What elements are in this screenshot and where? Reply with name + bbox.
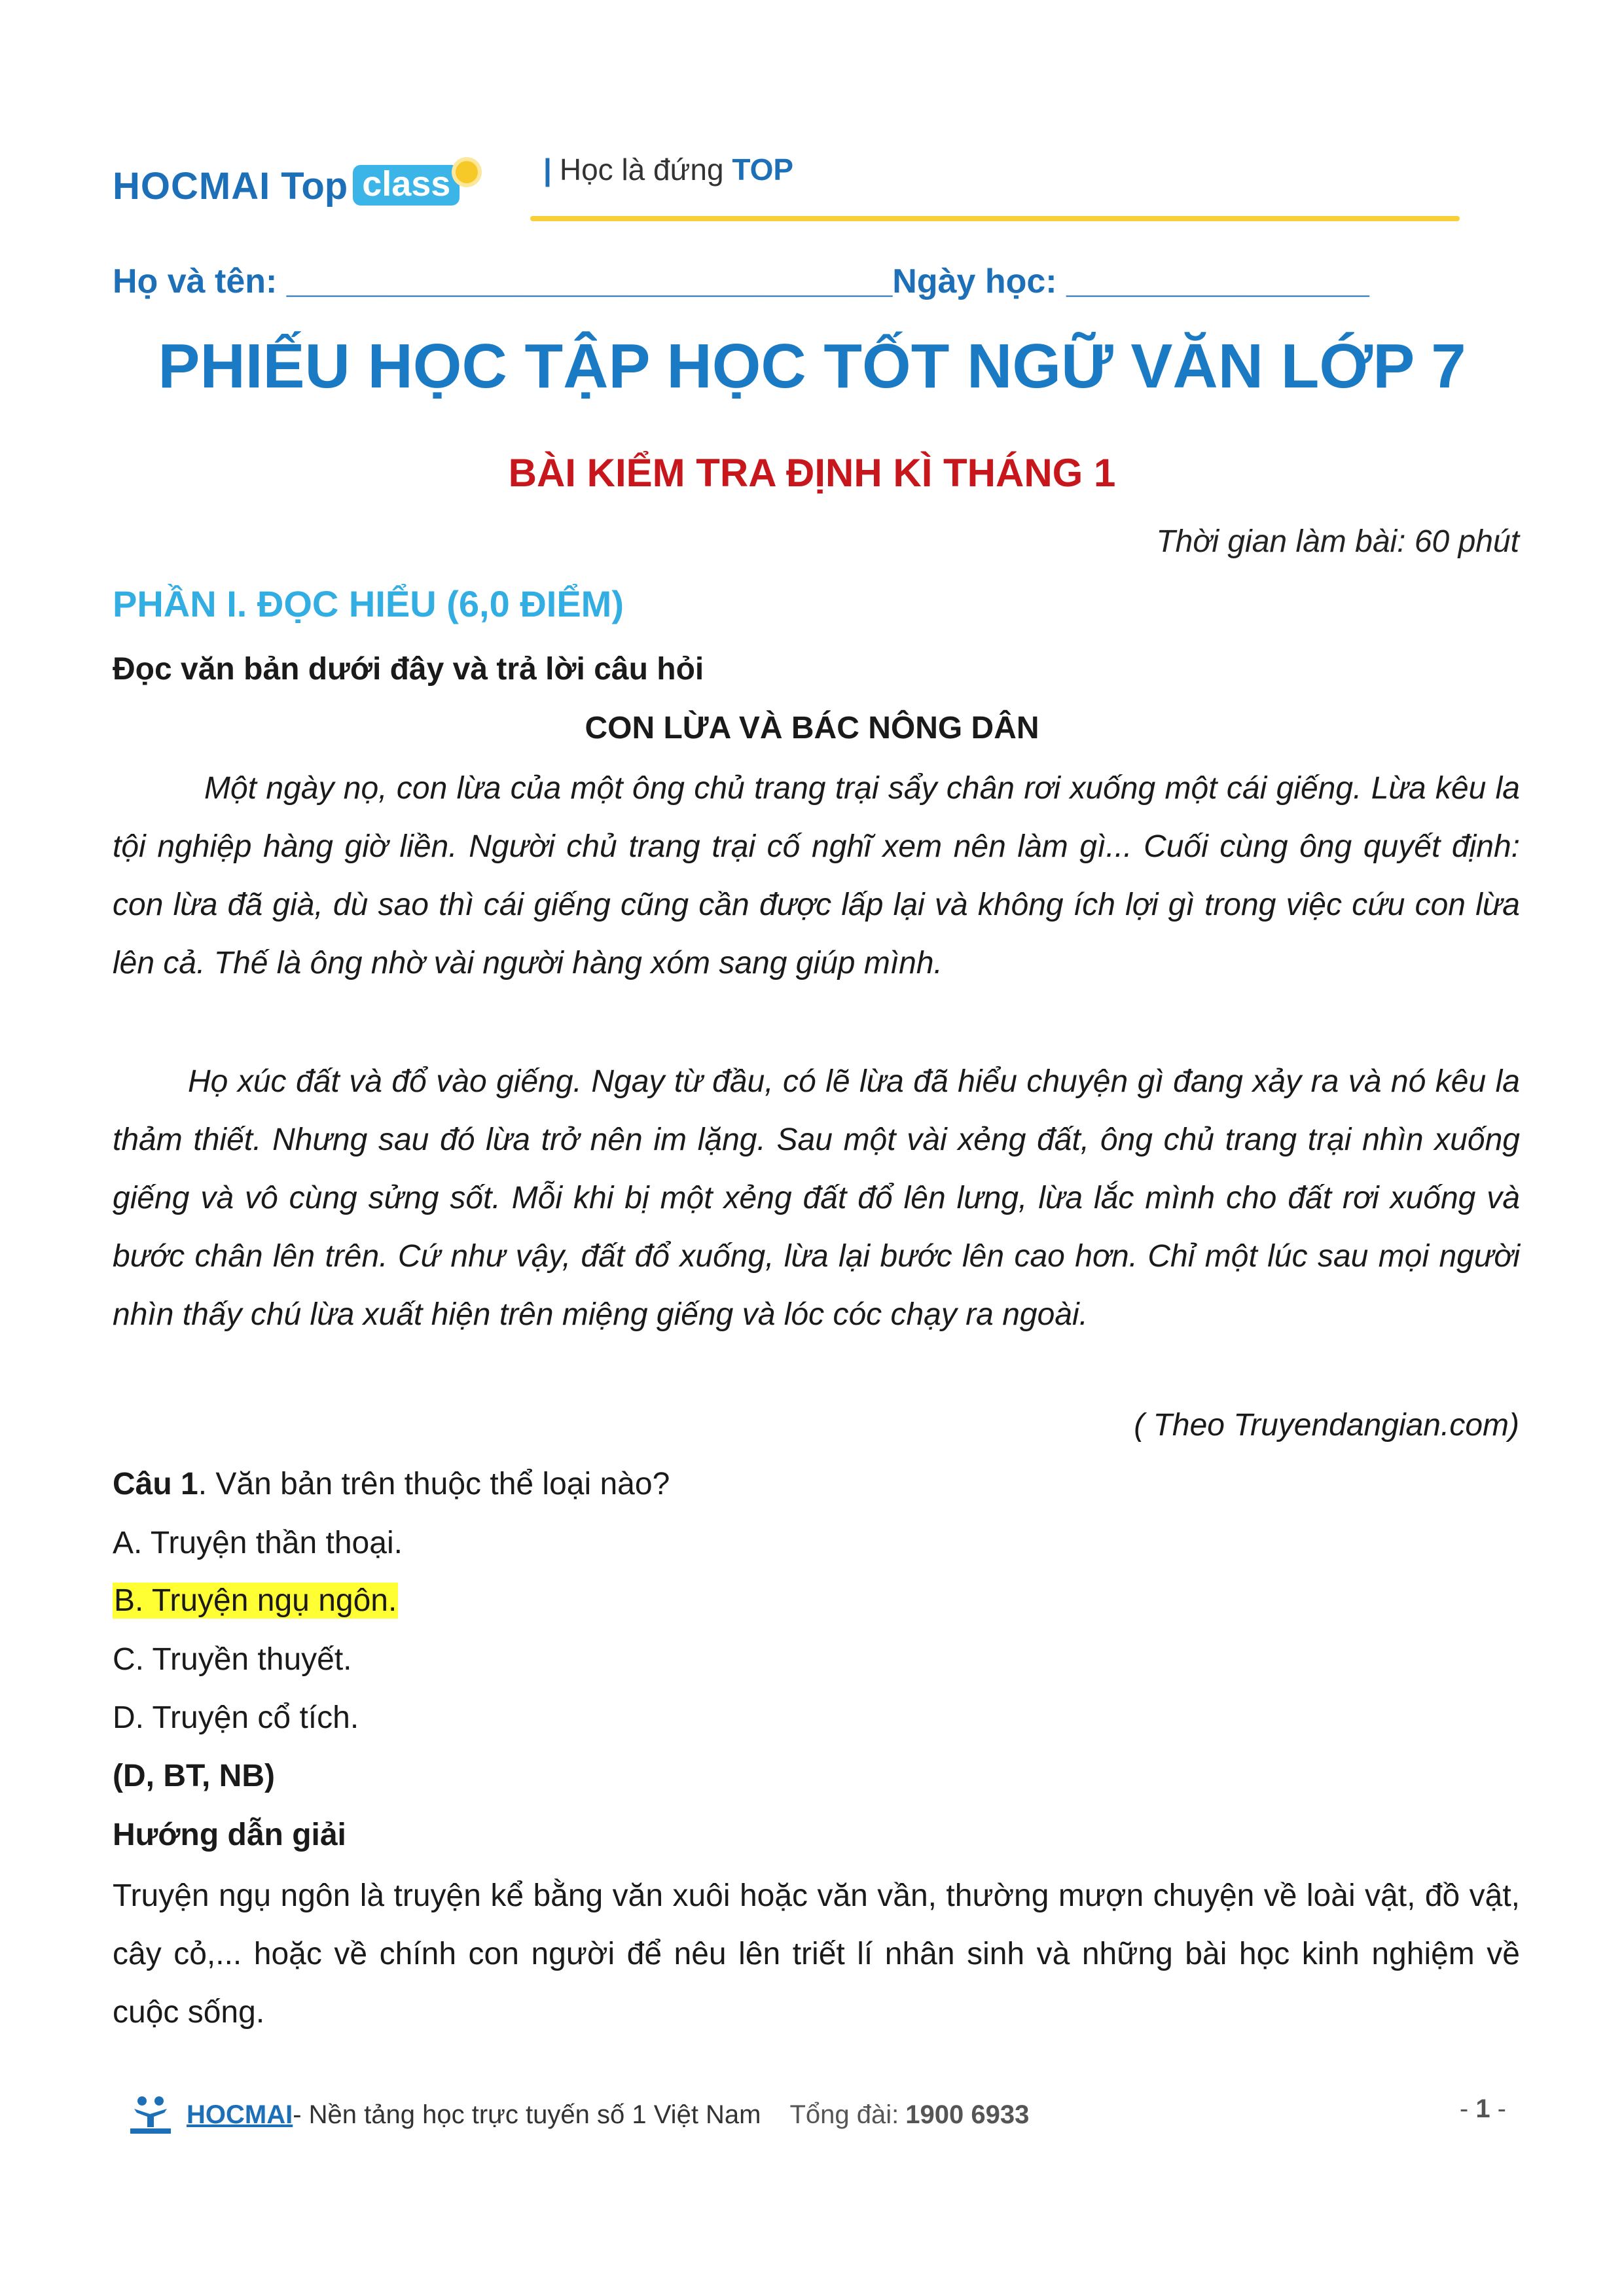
page-number: - 1 -	[1459, 2094, 1506, 2123]
footer-brand-link[interactable]: HOCMAI	[187, 2100, 293, 2129]
option-a: A. Truyện thần thoại.	[113, 1526, 403, 1560]
logo-brand: HOCMAI	[113, 165, 271, 207]
footer-phone-label: Tổng đài:	[789, 2100, 899, 2129]
slogan-text: Học là đứng	[559, 152, 724, 187]
story-paragraph-2: Họ xúc đất và đổ vào giếng. Ngay từ đầu, có lẽ lừa đã hiểu chuyện gì đang xảy ra và nó kêu la thảm thiết. Nhưng sau đó lừa trở nên im lặng. Sau một vài xẻng đất, ông chủ trang trại nhìn xuống giếng và vô cùng sửng sốt. Mỗi khi bị một xẻng đất đổ lên lưng, lừa lắc mình cho đất rơi xuống và bước chân lên trên. Cứ như vậy, đất đổ xuống, lừa lại bước lên cao hơn. Chỉ một lúc sau mọi người nhìn thấy chú lừa xuất hiện trên miệng giếng và lóc cóc chạy ra ngoài.	[113, 1064, 1520, 1332]
slogan-bar: |	[543, 152, 552, 187]
option-d: D. Truyện cổ tích.	[113, 1700, 359, 1735]
story-title: CON LỪA VÀ BÁC NÔNG DÂN	[585, 711, 1039, 745]
footer-phone: 1900 6933	[905, 2100, 1030, 2129]
page-number-value: 1	[1475, 2094, 1490, 2123]
story-paragraph-1: Một ngày nọ, con lừa của một ông chủ trang trại sẩy chân rơi xuống một cái giếng. Lừa kêu la tội nghiệp hàng giờ liền. Người chủ trang trại cố nghĩ xem nên làm gì... Cuối cùng ông quyết định: con lừa đã già, dù sao thì cái giếng cũng cần được lấp lại và không ích lợi gì trong việc cứu con lừa lên cả. Thế là ông nhờ vài người hàng xóm sang giúp mình.	[113, 771, 1520, 980]
story-source: ( Theo Truyendangian.com)	[1134, 1408, 1519, 1443]
slogan	[543, 152, 793, 187]
time-limit: Thời gian làm bài: 60 phút	[1156, 524, 1519, 559]
question-label: Câu 1	[113, 1467, 198, 1501]
hocmai-topclass-logo	[113, 147, 460, 206]
name-date-line: Họ và tên: ________________________________Ngày học: ________________	[113, 262, 1369, 300]
page-title: PHIẾU HỌC TẬP HỌC TỐT NGỮ VĂN LỚP 7	[158, 331, 1466, 401]
question-text: . Văn bản trên thuộc thể loại nào?	[198, 1467, 670, 1501]
logo-class	[353, 165, 460, 206]
footer	[128, 2094, 1029, 2135]
logo-class-text: class	[362, 164, 451, 204]
option-b-highlighted: B. Truyện ngụ ngôn.	[114, 1583, 397, 1618]
question-tag: (D, BT, NB)	[113, 1759, 275, 1793]
logo-top: Top	[281, 165, 348, 207]
header-divider	[530, 216, 1460, 221]
slogan-highlight: TOP	[732, 152, 794, 187]
page-subtitle: BÀI KIỂM TRA ĐỊNH KÌ THÁNG 1	[508, 451, 1116, 495]
option-c: C. Truyền thuyết.	[113, 1642, 352, 1677]
instruction: Đọc văn bản dưới đây và trả lời câu hỏi	[113, 652, 704, 687]
question-1	[113, 1466, 670, 1502]
hocmai-logo-icon	[128, 2094, 173, 2135]
guide-heading: Hướng dẫn giải	[113, 1818, 346, 1852]
footer-tagline: - Nền tảng học trực tuyến số 1 Việt Nam	[293, 2100, 761, 2129]
sun-icon	[456, 161, 478, 183]
guide-explanation: Truyện ngụ ngôn là truyện kể bằng văn xuôi hoặc văn vần, thường mượn chuyện về loài vật, đồ vật, cây cỏ,... hoặc về chính con người để nêu lên triết lí nhân sinh và những bài học kinh nghiệm về cuộc sống.	[113, 1878, 1520, 2030]
section-heading: PHẦN I. ĐỌC HIỂU (6,0 ĐIỂM)	[113, 583, 624, 624]
